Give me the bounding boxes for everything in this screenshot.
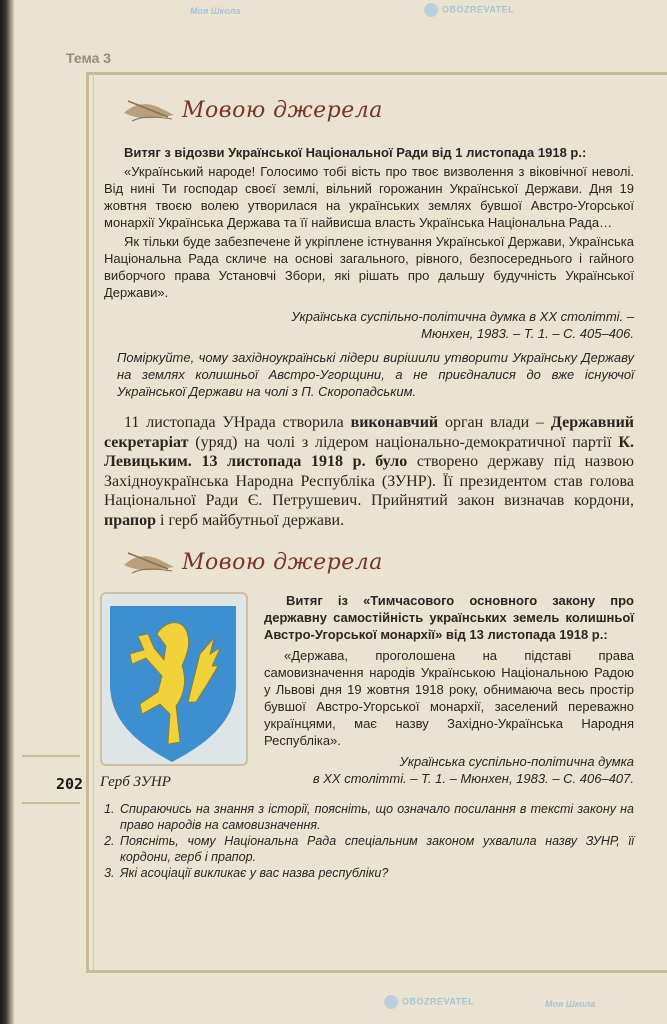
source1-title: Витяг з відозви Української Національної Ради від 1 листопада 1918 р.: [124,145,587,160]
sources-heading-text: Мовою джерела [182,97,383,123]
page-content [100,90,635,881]
source2-quote: «Держава, проголошена на підставі права самовизначення народів Українською Національною Радою у Львові дня 19 жовтня 1918 року, обнимаюча весь простір бувшої Австро-Угорської монархії, заселений переважно українцями, має назву Західно-Українська Народня Республіка». [264,648,634,748]
sources-heading [122,542,634,582]
watermark-brand: OBOZREVATEL [380,995,474,1009]
term: прапор [104,511,157,529]
quill-hand-icon [122,547,178,577]
source1-para1: «Український народе! Голосимо тобі вість про твоє визволення з віковічної неволі. Від нині Ти господар своєї землі, вільний горожанин Української Держави. Дня 19 жовтня твоєю волею утворилася на українських землях бувшої Австро-Угорської монархії Українська Держава та її найвисша власть Українська Національна Рада… [104,164,634,230]
zunr-coat-of-arms-image [100,592,248,766]
term: Державний секретаріат [104,414,635,451]
page-number-rule [22,802,80,804]
question-item: 3. Які асоціації викликає у вас назва республіки? [118,865,634,881]
margin-rule-inner [93,73,94,973]
lion-shield-icon [102,594,246,764]
text: орган влади – [438,414,551,431]
book-spine-shadow [0,0,14,1024]
source2-section [100,592,634,791]
term: К. Левицьким. 13 листопада 1918 р. було [104,433,634,470]
bottom-rule [86,970,667,973]
sources-heading [122,90,634,130]
margin-rule [86,73,89,973]
page-number: 202 [56,775,84,793]
question-item: 1. Спираючись на знання з історії, поясніть, що означало посилання в тексті закону на право народів на самовизначення. [118,801,634,833]
watermark-logo-icon [424,3,438,17]
image-caption: Герб ЗУНР [100,774,171,790]
questions-list [100,801,634,881]
source2-text [264,592,634,787]
citation-line: Українська суспільно-політична думка [399,754,634,769]
term: виконавчий [350,414,439,431]
sources-heading-text: Мовою джерела [182,549,383,575]
text: 11 листопада УНрада створила [124,414,351,431]
top-rule [86,72,667,75]
quill-hand-icon [122,95,178,125]
text: (уряд) на чолі з лідером національно-демократичної партії [188,433,619,451]
source1-para2: Як тільки буде забезпечене й укріплене істнування Української Держави, Українська Національна Рада скличе на основі загального, рівного, безпосереднього і гайного виборчого права Установчі Збори, які рішать про дальшу будучність Української Держави». [104,234,634,300]
topic-label: Тема 3 [66,50,112,66]
citation-line: в XX столітті. – Т. 1. – Мюнхен, 1983. – С. 406–407. [312,771,634,786]
text: і герб майбутньої держави. [156,511,345,529]
source2-citation [264,753,634,787]
main-paragraph [104,413,634,530]
citation-line: Українська суспільно-політична думка в XX столітті. – [291,309,634,324]
page-number-rule [22,755,80,757]
watermark-brand: OBOZREVATEL [420,3,514,17]
text: створено державу під назвою Західноукраїнська Народна Республіка (ЗУНР). Її президентом став голова Національної Ради Є. Петрушевич. Прийнятий закон визначав кордони, [104,453,634,509]
source2-title: Витяг із «Тимчасового основного закону про державну самостійність українських земель колишньої Австро-Угорської монархії» від 13 листопада 1918 р.: [264,593,634,642]
watermark-logo-icon [384,995,398,1009]
watermark-school: Моя Школа [545,999,596,1009]
source1-citation [104,308,634,342]
citation-line: Мюнхен, 1983. – Т. 1. – С. 405–406. [421,326,634,341]
watermark-school: Моя Школа [190,6,241,16]
source1-question: Поміркуйте, чому західноукраїнські лідери вирішили утворити Українську Державу на землях колишньої Австро-Угорщини, а не приєдналися до вже існуючої Української Держави на чолі з П. Скоропадським. [117,350,634,399]
question-item: 2. Поясніть, чому Національна Рада спеціальним законом ухвалила назву ЗУНР, її кордони, герб і прапор. [118,833,634,865]
coat-column [100,592,248,791]
